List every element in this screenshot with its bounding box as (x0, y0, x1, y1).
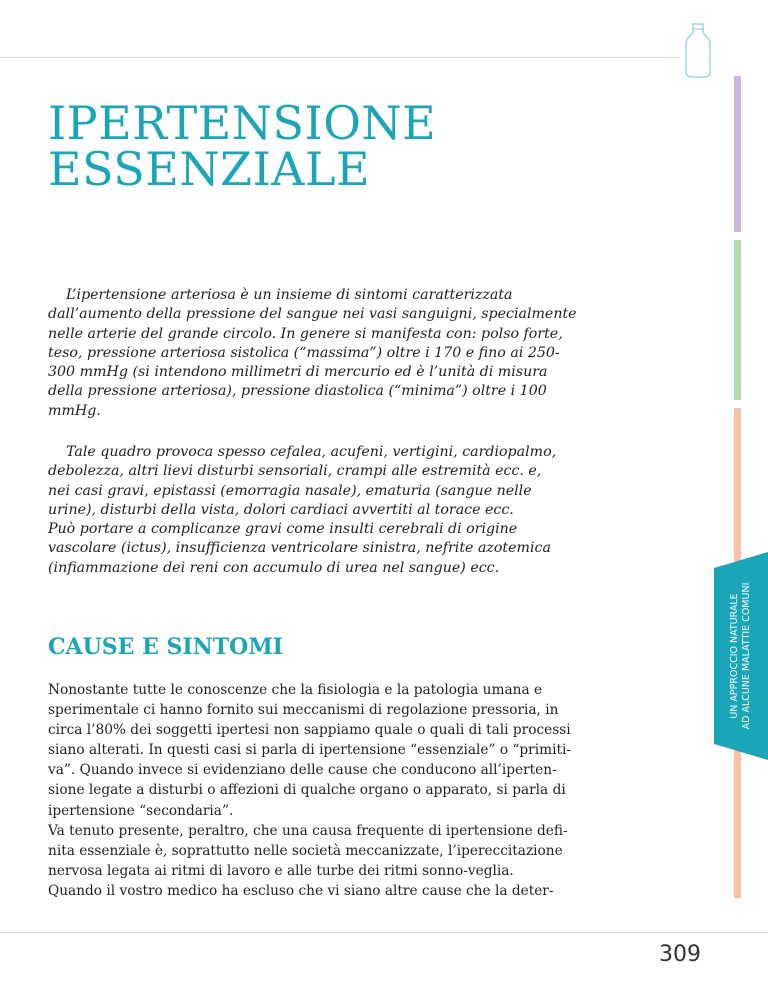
title-line-1: IPERTENSIONE (48, 96, 437, 150)
intro-paragraph-2 (48, 443, 608, 578)
intro-1-line: nelle arterie del grande circolo. In genere si manifesta con: polso forte, (48, 325, 563, 342)
body-line: Nonostante tutte le conoscenze che la fisiologia e la patologia umana e (48, 682, 543, 698)
intro-1-line: teso, pressione arteriosa sistolica (“massima”) oltre i 170 e fino ai 250- (48, 344, 560, 361)
side-tab-line-1: UN APPROCCIO NATURALE (729, 593, 740, 719)
intro-2-line: Tale quadro provoca spesso cefalea, acufeni, vertigini, cardiopalmo, (66, 444, 557, 460)
side-tab-line-2: AD ALCUNE MALATTIE COMUNI (741, 582, 752, 730)
bottom-divider (0, 932, 768, 933)
body-line: Quando il vostro medico ha escluso che vi siano altre cause che la deter- (48, 882, 554, 899)
title-line-2: ESSENZIALE (48, 142, 371, 196)
intro-2-line: (infiammazione dei reni con accumulo di urea nel sangue) ecc. (48, 559, 500, 576)
intro-1-line: della pressione arteriosa), pressione diastolica (“minima”) oltre i 100 (48, 383, 547, 400)
body-line: circa l’80% dei soggetti ipertesi non sappiamo quale o quali di tali processi (48, 722, 571, 739)
intro-2-line: vascolare (ictus), insufficienza ventricolare sinistra, nefrite azotemica (48, 540, 551, 557)
intro-1-line: 300 mmHg (si intendono millimetri di mercurio ed è l’unità di misura (48, 364, 548, 381)
intro-2-line: Può portare a complicanze gravi come insulti cerebrali di origine (48, 521, 518, 538)
body-line: sione legate a disturbi o affezioni di qualche organo o apparato, si parla di (48, 782, 566, 799)
intro-2-line: nei casi gravi, epistassi (emorragia nasale), ematuria (sangue nelle (48, 482, 532, 499)
side-chapter-label (729, 583, 753, 730)
body-line: nita essenziale è, soprattutto nelle società meccanizzate, l’ipereccitazione (48, 842, 563, 859)
intro-1-line: L’ipertensione arteriosa è un insieme di sintomi caratterizzata (66, 287, 513, 303)
body-line: sperimentale ci hanno fornito sui meccanismi di regolazione pressoria, in (48, 702, 559, 719)
intro-2-line: urine), disturbi della vista, dolori cardiaci avvertiti al torace ecc. (48, 501, 514, 518)
body-line: Va tenuto presente, peraltro, che una causa frequente di ipertensione defi- (48, 822, 568, 839)
body-line: ipertensione “secondaria”. (48, 802, 234, 819)
body-line: siano alterati. In questi casi si parla di ipertensione “essenziale” o “primiti- (48, 742, 571, 759)
page-title (48, 96, 437, 196)
intro-paragraph-1 (48, 286, 608, 421)
purple-section-bar (734, 76, 741, 232)
section-heading: CAUSE E SINTOMI (48, 634, 283, 660)
body-line: va”. Quando invece si evidenziano delle cause che conducono all’iperten- (48, 762, 557, 779)
section-body (48, 680, 610, 901)
bottle-icon (680, 20, 716, 80)
intro-2-line: debolezza, altri lievi disturbi sensoriali, crampi alle estremità ecc. e, (48, 463, 542, 480)
intro-1-line: dall’aumento della pressione del sangue nei vasi sanguigni, specialmente (48, 306, 577, 323)
intro-1-line: mmHg. (48, 402, 101, 419)
green-section-bar (734, 240, 741, 400)
top-divider (0, 57, 680, 58)
body-line: nervosa legata ai ritmi di lavoro e alle turbe dei ritmi sonno-veglia. (48, 862, 514, 879)
page-number: 309 (659, 942, 701, 967)
